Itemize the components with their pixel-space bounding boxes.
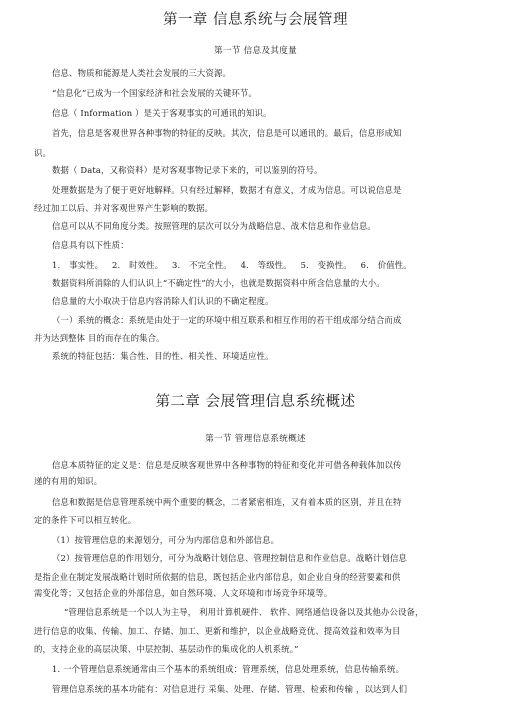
paragraph-line: 经过加工以后、并对客观世界产生影响的数据。 bbox=[34, 203, 214, 213]
paragraph-line: 数据资料所消除的人们认识上“不确定性”的大小，也就是数据资料中所含信息量的大小。 bbox=[52, 278, 385, 288]
paragraph-line: （一）系统的概念：系统是由处于一定的环境中相互联系和相互作用的若干组成部分结合而成 bbox=[52, 315, 402, 325]
paragraph-line: （1）按管理信息的来源划分，可分为内部信息和外部信息。 bbox=[52, 535, 280, 545]
quote-line: 进行信息的收集、传输、加工、存储、加工、更新和维护，以企业战略竞优、提高效益和效率为目 bbox=[34, 626, 401, 636]
paragraph-line: 识。 bbox=[34, 148, 52, 158]
paragraph-line: 信息量的大小取决于信息内容消除人们认识的不确定程度。 bbox=[52, 296, 274, 306]
paragraph-line: 信息可以从不同角度分类。按照管理的层次可以分为战略信息、战术信息和作业信息。 bbox=[52, 221, 376, 231]
paragraph-line: 系统的特征包括：集合性、目的性、相关性、环境适应性。 bbox=[52, 351, 274, 361]
paragraph-line: 数据（ Data，又称资料）是对客观事物记录下来的，可以鉴别的符号。 bbox=[52, 165, 323, 175]
paragraph-line: （2）按管理信息的作用划分，可分为战略计划信息、管理控制信息和作业信息。战略计划信息 bbox=[52, 553, 408, 563]
paragraph-line: 定的条件下可以相互转化。 bbox=[34, 515, 137, 525]
paragraph-line: 需变化等；又包括企业的外部信息，如自然环境、人文环境和市场竞争环境等。 bbox=[34, 588, 333, 598]
paragraph-line: 处理数据是为了便于更好地解释。只有经过解释，数据才有意义，才成为信息。可以说信息是 bbox=[52, 185, 402, 195]
paragraph-line: 信息本质特征的定义是：信息是反映客观世界中各种事物的特征和变化并可借各种载体加以传 bbox=[52, 460, 402, 470]
chapter-1-section-1-title: 第一节 信息及其度量 bbox=[213, 46, 298, 56]
paragraph-line: 管理信息系统的基本功能有：对信息进行 采集、处理、存储、管理、检索和传输 ，以达到人们 bbox=[52, 684, 408, 694]
paragraph-line: 并为达到整体 目的而存在的集合。 bbox=[34, 333, 165, 343]
paragraph-line: 递的有用的知识。 bbox=[34, 476, 103, 486]
quote-line: 的，支持企业的高层决策、中层控制、基层动作的集成化的人机系统。” bbox=[34, 644, 299, 654]
paragraph-line: 信息（ Information ）是关于客观事实的可通讯的知识。 bbox=[52, 108, 272, 118]
paragraph-line: 信息和数据是信息管理系统中两个重要的概念，二者紧密相连，又有着本质的区别，并且在特 bbox=[52, 497, 402, 507]
paragraph-line: 1. 一个管理信息系统通常由三个基本的系统组成：管理系统，信息处理系统，信息传输系统。 bbox=[52, 664, 405, 674]
chapter-1-title: 第一章 信息系统与会展管理 bbox=[162, 12, 349, 28]
paragraph-line: “信息化”已成为一个国家经济和社会发展的关键环节。 bbox=[52, 88, 257, 98]
paragraph-line: 信息具有以下性质： bbox=[52, 240, 129, 250]
paragraph-line: 信息、物质和能源是人类社会发展的三大资源。 bbox=[52, 68, 232, 78]
paragraph-line: 是指企业在制定发展战略计划时所依据的信息，既包括企业内部信息，如企业自身的经营要素和供 bbox=[34, 572, 401, 582]
paragraph-line: 首先，信息是客观世界各种事物的特征的反映。其次，信息是可以通讯的。最后，信息形成知 bbox=[52, 128, 402, 138]
chapter-2-section-1-title: 第一节 管理信息系统概述 bbox=[205, 434, 306, 444]
quote-line: “管理信息系统是一个以人为主导， 利用计算机硬件、 软件、网络通信设备以及其他办公设备， bbox=[64, 607, 424, 617]
chapter-2-title: 第二章 会展管理信息系统概述 bbox=[155, 394, 356, 410]
properties-list: 1. 事实性。 2. 时效性。 3. 不完全性。 4. 等级性。 5. 变换性。 6. 价值性。 bbox=[52, 260, 412, 270]
